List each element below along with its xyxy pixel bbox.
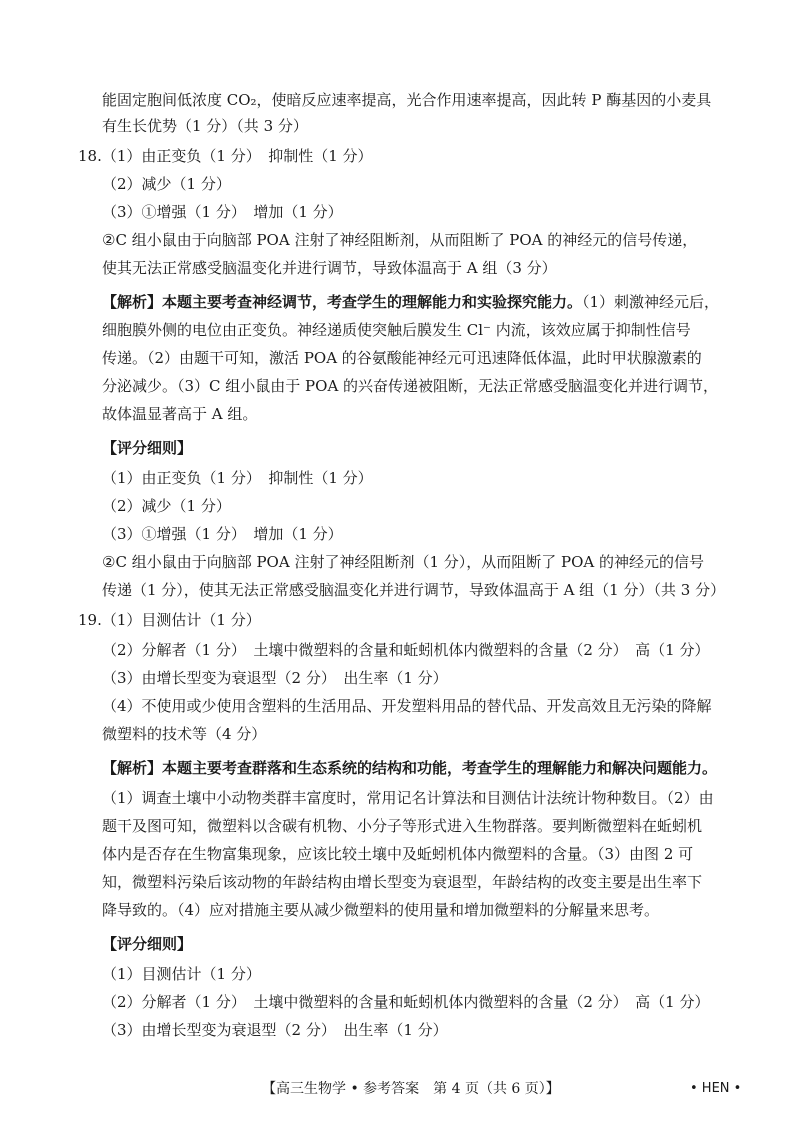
line-text: 传递。（2）由题干可知，激活 POA 的谷氨酸能神经元可迅速降低体温，此时甲状腺激素的 (102, 349, 702, 367)
line-text: ②C 组小鼠由于向脑部 POA 注射了神经阻断剂，从而阻断了 POA 的神经元的信号传递， (102, 231, 698, 249)
line-text: 传递（1 分），使其无法正常感受脑温变化并进行调节，导致体温高于 A 组（1 分）（共 3 分） (102, 581, 726, 599)
text-line (78, 608, 261, 632)
line-text: （3）①增强（1 分） 增加（1 分） (102, 525, 343, 543)
text-line (102, 318, 691, 342)
line-text: 降导致的。（4）应对措施主要从减少微塑料的使用量和增加微塑料的分解量来思考。 (102, 901, 660, 919)
text-line (102, 256, 557, 280)
line-text: （1）刺激神经元后， (582, 293, 720, 311)
footer-code: • HEN • (690, 1081, 742, 1096)
line-text: （4）不使用或少使用含塑料的生活用品、开发塑料用品的替代品、开发高效且无污染的降解 (102, 697, 712, 715)
section-heading: 【评分细则】 (102, 935, 193, 953)
line-text: 微塑料的技术等（4 分） (102, 725, 267, 743)
line-text: ②C 组小鼠由于向脑部 POA 注射了神经阻断剂（1 分），从而阻断了 POA 的神经元的信号 (102, 553, 705, 571)
line-text: 能固定胞间低浓度 CO₂，使暗反应速率提高，光合作用速率提高，因此转 P 酶基因的小麦具 (102, 91, 712, 109)
line-text: （2）减少（1 分） (102, 497, 231, 515)
text-line (102, 402, 257, 426)
line-text: 知，微塑料污染后该动物的年龄结构由增长型变为衰退型，年龄结构的改变主要是出生率下 (102, 873, 703, 891)
line-text: 有生长优势（1 分）（共 3 分） (102, 117, 308, 135)
line-text: （1）由正变负（1 分） 抑制性（1 分） (102, 469, 373, 487)
text-line (102, 578, 725, 602)
text-line (102, 932, 192, 956)
section-heading: 【解析】本题主要考查群落和生态系统的结构和功能，考查学生的理解能力和解决问题能力。 (102, 759, 718, 777)
text-line (102, 522, 343, 546)
line-text: （2）减少（1 分） (102, 175, 231, 193)
text-line (102, 962, 261, 986)
text-line (102, 346, 702, 370)
text-line (102, 666, 448, 690)
line-text: 题干及图可知，微塑料以含碳有机物、小分子等形式进入生物群落。要判断微塑料在蚯蚓机 (102, 817, 703, 835)
line-text: （3）由增长型变为衰退型（2 分） 出生率（1 分） (102, 669, 448, 687)
text-line (102, 786, 714, 810)
text-line (102, 756, 717, 780)
line-text: （2）分解者（1 分） 土壤中微塑料的含量和蚯蚓机体内微塑料的含量（2 分） 高（1 分） (102, 641, 710, 659)
text-line (102, 200, 343, 224)
line-text: 分泌减少。（3）C 组小鼠由于 POA 的兴奋传递被阻断，无法正常感受脑温变化并进行调节， (102, 377, 719, 395)
footer-page-info: 【高三生物学 • 参考答案 第 4 页（共 6 页）】 (262, 1081, 560, 1097)
line-text: 细胞膜外侧的电位由正变负。神经递质使突触后膜发生 Cl⁻ 内流，该效应属于抑制性信号 (102, 321, 691, 339)
line-text: （1）调查土壤中小动物类群丰富度时，常用记名计算法和目测估计法统计物种数目。（2）由 (102, 789, 714, 807)
text-line (78, 144, 373, 168)
text-line (102, 842, 693, 866)
text-line (102, 374, 718, 398)
line-text: （3）由增长型变为衰退型（2 分） 出生率（1 分） (102, 1021, 448, 1039)
text-line (102, 722, 266, 746)
line-text: （1）目测估计（1 分） (102, 965, 261, 983)
text-line (102, 466, 373, 490)
line-text: （3）①增强（1 分） 增加（1 分） (102, 203, 343, 221)
text-line (102, 436, 192, 460)
line-text: 体内是否存在生物富集现象，应该比较土壤中及蚯蚓机体内微塑料的含量。（3）由图 2 可 (102, 845, 694, 863)
text-line (102, 814, 702, 838)
text-line (102, 494, 231, 518)
line-text: （2）分解者（1 分） 土壤中微塑料的含量和蚯蚓机体内微塑料的含量（2 分） 高（1 分） (102, 993, 710, 1011)
text-line (102, 870, 702, 894)
text-line (102, 638, 709, 662)
text-line (102, 114, 308, 138)
text-line (102, 172, 231, 196)
text-line (102, 228, 697, 252)
section-heading: 【解析】本题主要考查神经调节，考查学生的理解能力和实验探究能力。 (102, 293, 583, 311)
text-line (102, 898, 659, 922)
text-line (102, 1018, 448, 1042)
line-text: 故体温显著高于 A 组。 (102, 405, 258, 423)
line-text: 19.（1）目测估计（1 分） (78, 611, 261, 629)
text-line (102, 694, 712, 718)
text-line (102, 88, 711, 112)
line-text: 18.（1）由正变负（1 分） 抑制性（1 分） (78, 147, 373, 165)
line-text: 使其无法正常感受脑温变化并进行调节，导致体温高于 A 组（3 分） (102, 259, 557, 277)
section-heading: 【评分细则】 (102, 439, 193, 457)
text-line (102, 290, 719, 314)
text-line (102, 990, 709, 1014)
text-line (102, 550, 704, 574)
